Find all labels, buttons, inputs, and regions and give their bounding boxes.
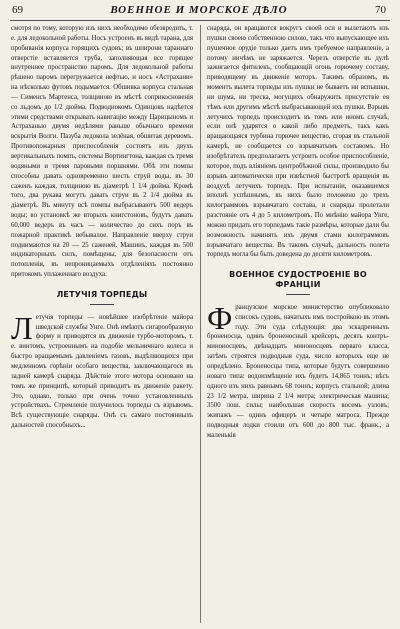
torpedo-article-text: етучія торпеды — новѣйшее изобрѣтеніе майора шведской службы Унге. Онѣ имѣютъ сигарообразную форму и приводятся въ движеніе турбо-моторомъ, т. е. винтомъ, устроеннымъ на подобіе мельничнаго колеса и быстро вращаемымъ давленіемъ газовъ, выдѣляющихся при медленномъ горѣніи особаго вещества, заключающагося въ задней камерѣ снаряда. Дѣйствіе этого мотора основано на томъ же принципѣ, который приводитъ въ движеніе ракету. Это, однако, только при очень точно установленныхъ устройствахъ. Стремленіе получилось торпеды съ взрывомъ. Всѣ существующіе снаряды. Онѣ съ самаго постоянныхъ дальностей способныхъ... — [11, 313, 193, 430]
france-article — [207, 299, 389, 441]
section-title-text: ВОЕННОЕ СУДОСТРОЕНІЕ ВО ФРАНЦІИ — [229, 270, 367, 290]
torpedo-article-continued: снаряда, он вращаются вокругъ своей оси и вылетаютъ изъ пушки своею собственною силою, такъ что выпускающее ихъ пушечное орудіе только даетъ имъ требуемое направленіе, а потому ничѣмъ не заряжается. Черезъ отверстіе въ дулѣ зажигается фитилекъ, сообщающій огонь горючему составу, приводящему въ движеніе моторъ. Такимъ образомъ, въ моментъ вылета торпеды изъ пушки не бываетъ ни вспышки, ни шума, ни треска, могущихъ обнаружить присутствіе ея тѣмъ или другимъ мѣстѣ выбрасывающей ихъ пушки. Взрывъ летучихъ торпедъ происходитъ въ томъ или иномъ случаѣ, если онѣ ударятся о какой либо предметъ, такъ какъ вращающаяся турбина горючее вещество, сгорая въ стальной камерѣ, не сообщается со взрывчатымъ составомъ. Но изобрѣтатель предполагаетъ устроить особое приспособленіе, которое, подъ вліяніемъ центробѣжной силы, производило бы взрывъ автоматически при извѣстной быстротѣ вращенія въ воздухѣ летучихъ торпедъ. При испытаніи, оказавшемся вполнѣ успѣшнымъ, въ нихъ было положено до трехъ килограммовъ взрывчатаго состава, и снаряды пролетали разстояніе отъ 4 до 5 километровъ. По мнѣнію майора Унге, можно придать его торпедамъ такіе размѣры, которые дали бы возможность начинять ихъ двумя стами килограммовъ взрывчатаго вещества. Въ такомъ случаѣ, дальность полета торпедъ могла бы быть доведена до десяти километровъ. — [207, 25, 389, 259]
torpedo-article — [11, 309, 193, 431]
dropcap: Л — [11, 309, 33, 346]
page-header — [0, 0, 400, 20]
right-column — [207, 24, 389, 625]
dropcap: Ф — [207, 299, 233, 336]
header-rule — [10, 20, 390, 21]
left-column — [11, 24, 193, 625]
left-page-number: 69 — [12, 4, 23, 16]
france-article-text: ранцузское морское министерство опубликовало списокъ судовъ, начатыхъ имъ постройкою въ этомъ году. Эти суда слѣдующія: два эскадренныхъ броненосца, одинъ броненосный крейсеръ, десять контръ-миноносцевъ, двѣнадцать миноносцевъ перваго класса, затѣмъ строятся подводныя суда, число которыхъ еще не опредѣлено. Броненосцы типа, которые будутъ совершенно новаго типа: водоизмѣщеніе ихъ будетъ 14,865 тоннъ; вѣсъ одного изъ нихъ равнымъ 68 тоннъ; корпусъ стальной; длина 23 1/2 метра, ширина 2 1/4 метра; электрическая машина; 3500 лош. силы; наибольшая скорость восемь узловъ; экипажъ — одинъ офицеръ и четыре матроса. Прежде подводныя лодки стоили отъ 600 до 800 тыс. франк., а маленькія — [207, 303, 389, 439]
title-underline — [286, 294, 310, 295]
title-underline — [90, 304, 114, 305]
section-title-text: ЛЕТУЧІЯ ТОРПЕДЫ — [56, 289, 148, 299]
article-text-continued: смотря по тому, которую изъ нихъ необходимо обезвредить, т. е. для ледокольной работы. Носъ устроенъ въ видѣ тарана, для пробиванія корпуса горящихъ судовъ; въ шпирони тараннаго отверстіе вставляется труба, заполняющая все горящее внутреннее пространство паромъ. Для ледокольной работы рѣшено паромъ перегружается нефтью, и носъ «Астрахани» на нѣсколько футовъ подымается. Обшивка корпуса стальная — Сименсъ Мартенса, толщиною въ мѣстѣ соприкосновенія со льдомъ до 1/2 дюйма. Подводнокомъ Одинцовъ надѣется этими средствами открывать навигацію между Царицыномъ и Астраханью двумя недѣлями раньше обычнаго времени вскрытія Волги. Пазуба ледокола зелёная, обшитая деревомъ. Противопожарныя приспособленія состоятъ изъ двухъ вертикальныхъ помпъ, системы Вортингтона, каждая съ тремя водяными и тремя паровыми поршнями. Обѣ эти помпы способны давать одновременно шесть струй воды, въ 30 саженъ каждая, толщиною въ діаметрѣ 1 1/4 дюйма. Кромѣ того, два рукава могутъ давать струи въ 2 1/4 дюйма въ діаметрѣ. Въ минуту всѣ помпы выбрасываютъ 500 ведеръ воды; во установкѣ же вторыхъ книгстоновъ, будутъ давать 60,000 ведеръ въ часъ — количество до сихъ поръ въ пожарной практикѣ небывалое. Направленіе вверху струи поднимаются на 20 — 25 саженей. Машинъ, каждая въ 500 индикаторныхъ силъ, помѣщены, для безопасности отъ потопленія, въ непроницаемыхъ отдѣленіяхъ постоянно притокомъ уплаженнаго воздуха. — [11, 25, 193, 279]
right-page-number: 70 — [375, 4, 386, 16]
journal-title: ВОЕННОЕ И МОРСКОЕ ДѢЛО — [110, 4, 288, 16]
section-title-france — [207, 270, 389, 295]
column-divider — [200, 25, 201, 623]
section-title-torpedoes — [11, 290, 193, 305]
